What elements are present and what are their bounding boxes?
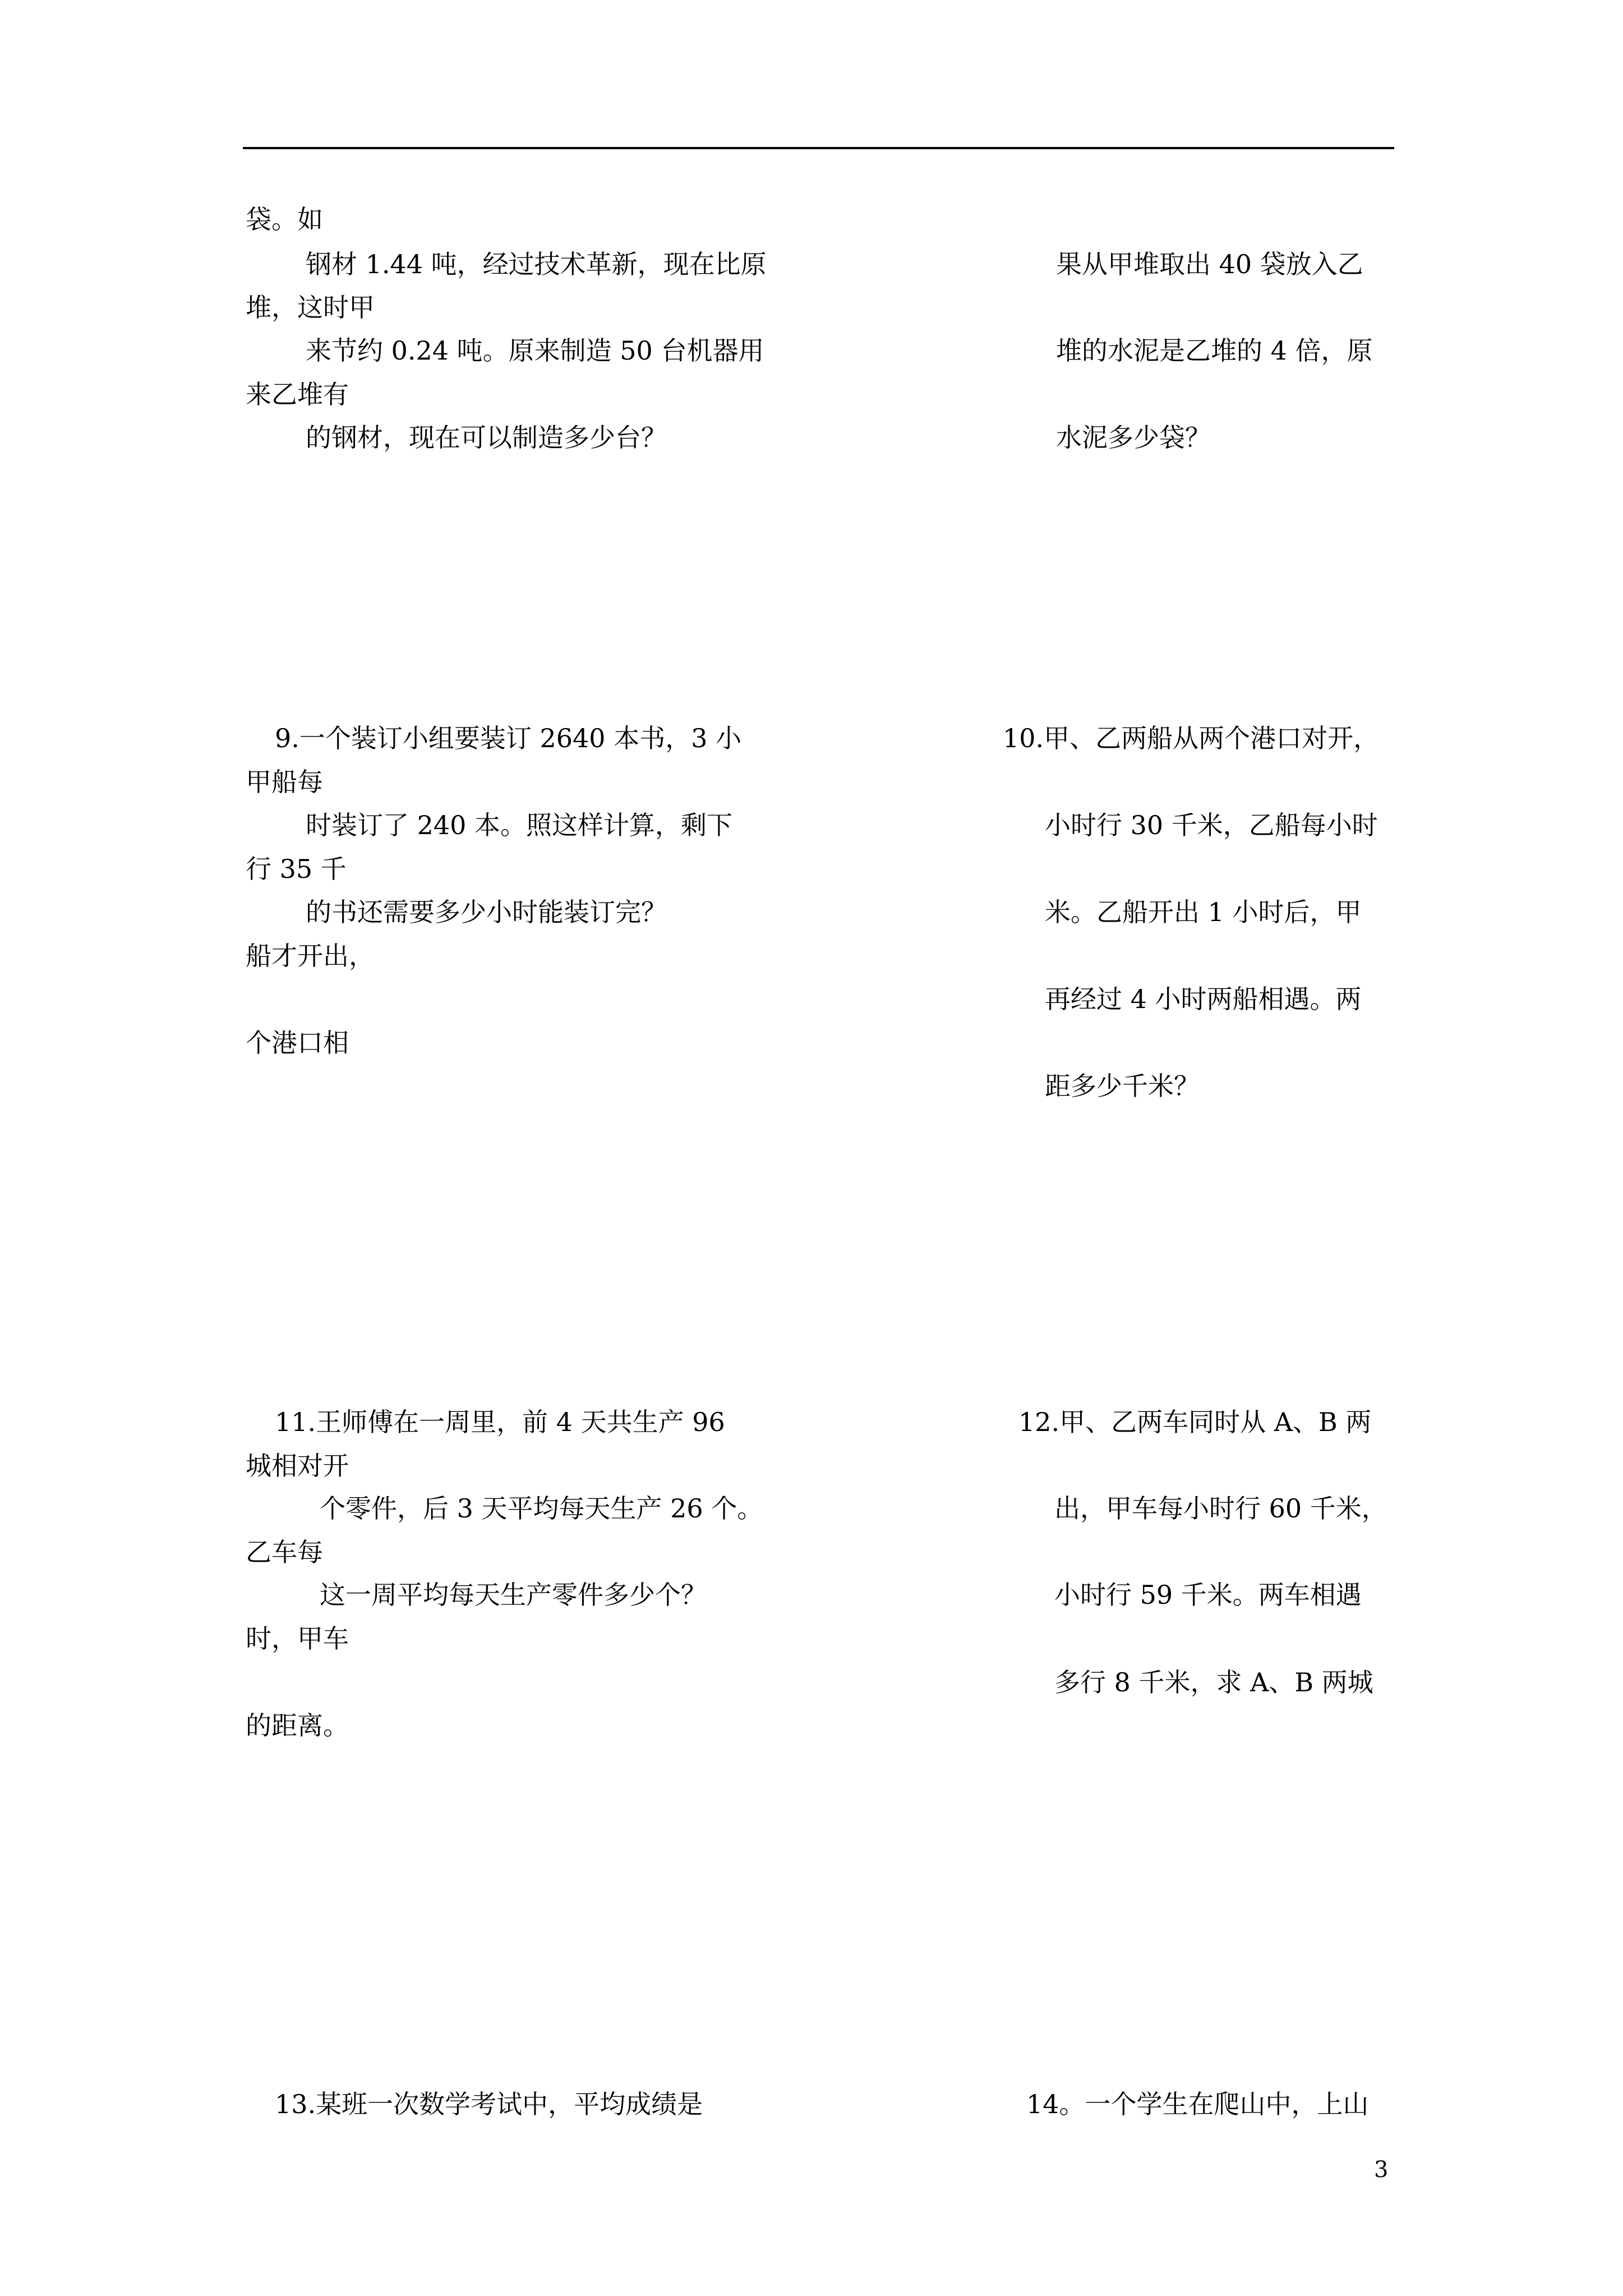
text-line: 米。乙船开出 1 小时后，甲: [1045, 897, 1362, 927]
question-9-line: 9.一个装订小组要装订 2640 本书，3 小: [275, 723, 742, 753]
text-line: 时，甲车: [246, 1623, 349, 1654]
text-line: 小时行 59 千米。两车相遇: [1054, 1580, 1362, 1610]
question-12-line: 12.甲、乙两车同时从 A、B 两: [1018, 1407, 1372, 1437]
text-line: 个零件，后 3 天平均每天生产 26 个。: [320, 1493, 763, 1524]
text-line: 来乙堆有: [246, 379, 349, 409]
text-line: 出，甲车每小时行 60 千米，: [1054, 1493, 1387, 1524]
question-14-line: 14。一个学生在爬山中，上山: [1026, 2089, 1369, 2119]
text-line: 的钢材，现在可以制造多少台？: [306, 422, 667, 453]
text-line: 来节约 0.24 吨。原来制造 50 台机器用: [306, 335, 764, 366]
text-line: 行 35 千: [246, 854, 347, 884]
text-line: 袋。如: [246, 204, 323, 234]
text-line: 船才开出，: [246, 941, 375, 971]
header-rule: [243, 147, 1394, 149]
question-11-line: 11.王师傅在一周里，前 4 天共生产 96: [275, 1407, 725, 1437]
text-line: 的书还需要多少小时能装订完？: [306, 897, 667, 927]
text-line: 多行 8 千米，求 A、B 两城: [1054, 1667, 1373, 1697]
page-number: 3: [1374, 2157, 1389, 2183]
question-13-line: 13.某班一次数学考试中，平均成绩是: [275, 2089, 703, 2119]
text-line: 距多少千米？: [1045, 1071, 1200, 1101]
text-line: 个港口相: [246, 1028, 349, 1058]
text-line: 再经过 4 小时两船相遇。两: [1045, 984, 1362, 1014]
text-line: 小时行 30 千米，乙船每小时: [1045, 810, 1378, 840]
text-line: 果从甲堆取出 40 袋放入乙: [1056, 249, 1363, 279]
text-line: 乙车每: [246, 1537, 323, 1567]
text-line: 堆，这时甲: [246, 292, 375, 323]
text-line: 的距离。: [246, 1710, 349, 1741]
text-line: 时装订了 240 本。照这样计算，剩下: [306, 810, 733, 840]
text-line: 水泥多少袋？: [1056, 422, 1211, 453]
text-line: 钢材 1.44 吨，经过技术革新，现在比原: [306, 249, 767, 279]
text-line: 甲船每: [246, 767, 323, 797]
text-line: 城相对开: [246, 1451, 349, 1481]
text-line: 堆的水泥是乙堆的 4 倍，原: [1056, 335, 1373, 366]
text-line: 这一周平均每天生产零件多少个？: [320, 1580, 707, 1610]
question-10-line: 10.甲、乙两船从两个港口对开，: [1003, 723, 1380, 753]
